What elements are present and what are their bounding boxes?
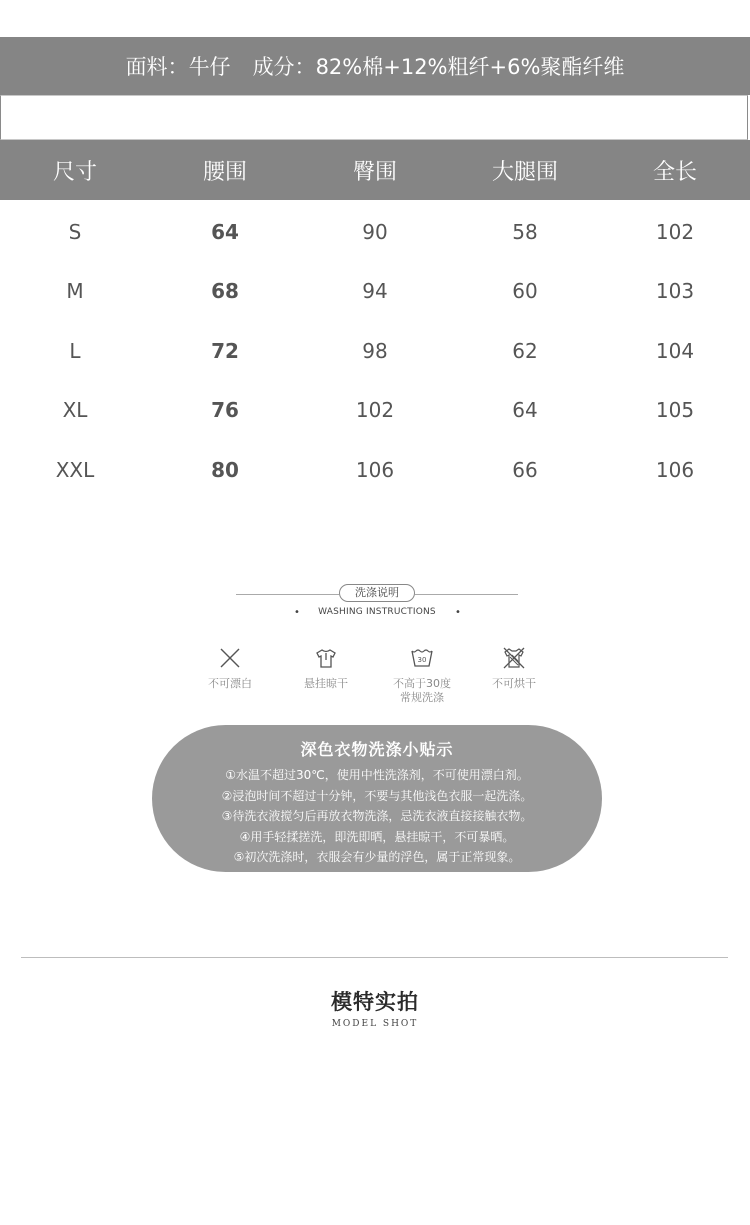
washing-title: [236, 584, 518, 604]
section-divider: [21, 957, 728, 958]
care-icons: [190, 645, 560, 715]
cell-length: 102: [655, 219, 695, 244]
table-row: [0, 202, 750, 262]
wash-temp: 30: [417, 656, 427, 664]
composition-value: 82%棉+12%粗纤+6%聚酯纤维: [315, 55, 625, 79]
fabric-composition-bar: [0, 37, 750, 95]
care-item-no-tumble-dry: [474, 645, 554, 691]
hang-dry-icon: [313, 645, 339, 671]
table-row: [0, 440, 750, 500]
care-item-no-bleach: [190, 645, 270, 691]
cell-hip: 106: [355, 457, 395, 482]
size-table-body: [0, 202, 750, 500]
cell-waist: 72: [211, 338, 239, 363]
cell-length: 105: [655, 398, 695, 423]
cell-length: 104: [655, 338, 695, 363]
cell-thigh: 66: [512, 457, 538, 482]
tip-item: ②浸泡时间不超过十分钟，不要与其他浅色衣服一起洗涤。: [221, 788, 533, 803]
cell-size: L: [69, 338, 81, 363]
dot-right: •: [455, 607, 462, 618]
cell-waist: 64: [211, 219, 239, 244]
care-label: 不可烘干: [492, 677, 536, 690]
header-hip: 臀围: [352, 159, 397, 185]
dark-clothing-tips: [152, 725, 602, 872]
cell-hip: 94: [362, 279, 388, 304]
cell-length: 103: [655, 279, 695, 304]
care-label: 不可漂白: [208, 677, 252, 690]
wash-30-icon: [409, 645, 435, 671]
care-label: 悬挂晾干: [304, 677, 348, 690]
cell-waist: 76: [211, 398, 239, 423]
size-table-header: [0, 140, 750, 200]
cell-size: M: [66, 279, 84, 304]
care-label-line1: 不高于30度: [393, 677, 451, 690]
cell-hip: 102: [355, 398, 395, 423]
no-bleach-icon: [217, 645, 243, 671]
title-rule-left: [236, 594, 339, 595]
washing-title-cn: 洗涤说明: [339, 584, 415, 602]
tip-item: ④用手轻揉搓洗，即洗即晒，悬挂晾干，不可暴晒。: [239, 829, 515, 844]
cell-thigh: 62: [512, 338, 538, 363]
tip-item: ①水温不超过30℃，使用中性洗涤剂，不可使用漂白剂。: [225, 768, 529, 782]
dot-left: •: [294, 607, 301, 618]
spacer-band: [0, 95, 748, 140]
cell-thigh: 60: [512, 279, 538, 304]
no-tumble-dry-icon: [501, 645, 527, 671]
header-size: 尺寸: [52, 159, 97, 185]
model-shot-subtitle: MODEL SHOT: [331, 1019, 419, 1029]
cell-length: 106: [655, 457, 695, 482]
cell-thigh: 58: [512, 219, 538, 244]
tip-item: ③待洗衣液搅匀后再放衣物洗涤，忌洗衣液直接接触衣物。: [221, 809, 533, 823]
cell-waist: 68: [211, 279, 239, 304]
washing-subtitle: [236, 607, 518, 623]
cell-hip: 90: [362, 219, 388, 244]
care-label-line2: 常规洗涤: [400, 691, 444, 704]
washing-title-en: WASHING INSTRUCTIONS: [318, 607, 436, 617]
tips-list: [152, 765, 602, 868]
table-row: [0, 262, 750, 322]
composition-label: 成分：: [252, 55, 316, 79]
cell-thigh: 64: [512, 398, 538, 423]
material-label: 面料：: [125, 55, 189, 79]
table-row: [0, 381, 750, 441]
header-waist: 腰围: [202, 159, 247, 185]
care-item-hang-dry: [286, 645, 366, 691]
cell-size: XL: [62, 398, 88, 423]
cell-size: S: [68, 219, 82, 244]
model-shot-title: 模特实拍: [331, 990, 419, 1014]
tip-item: ⑤初次洗涤时，衣服会有少量的浮色，属于正常现象。: [233, 850, 521, 864]
cell-hip: 98: [362, 338, 388, 363]
header-thigh: 大腿围: [491, 159, 558, 185]
header-length: 全长: [652, 159, 697, 185]
care-item-wash-30: [382, 645, 462, 705]
title-rule-right: [415, 594, 518, 595]
care-label: [382, 677, 462, 705]
cell-size: XXL: [55, 457, 95, 482]
cell-waist: 80: [211, 457, 239, 482]
table-row: [0, 321, 750, 381]
material-value: 牛仔: [188, 55, 231, 79]
tips-title: 深色衣物洗涤小贴示: [300, 740, 454, 759]
